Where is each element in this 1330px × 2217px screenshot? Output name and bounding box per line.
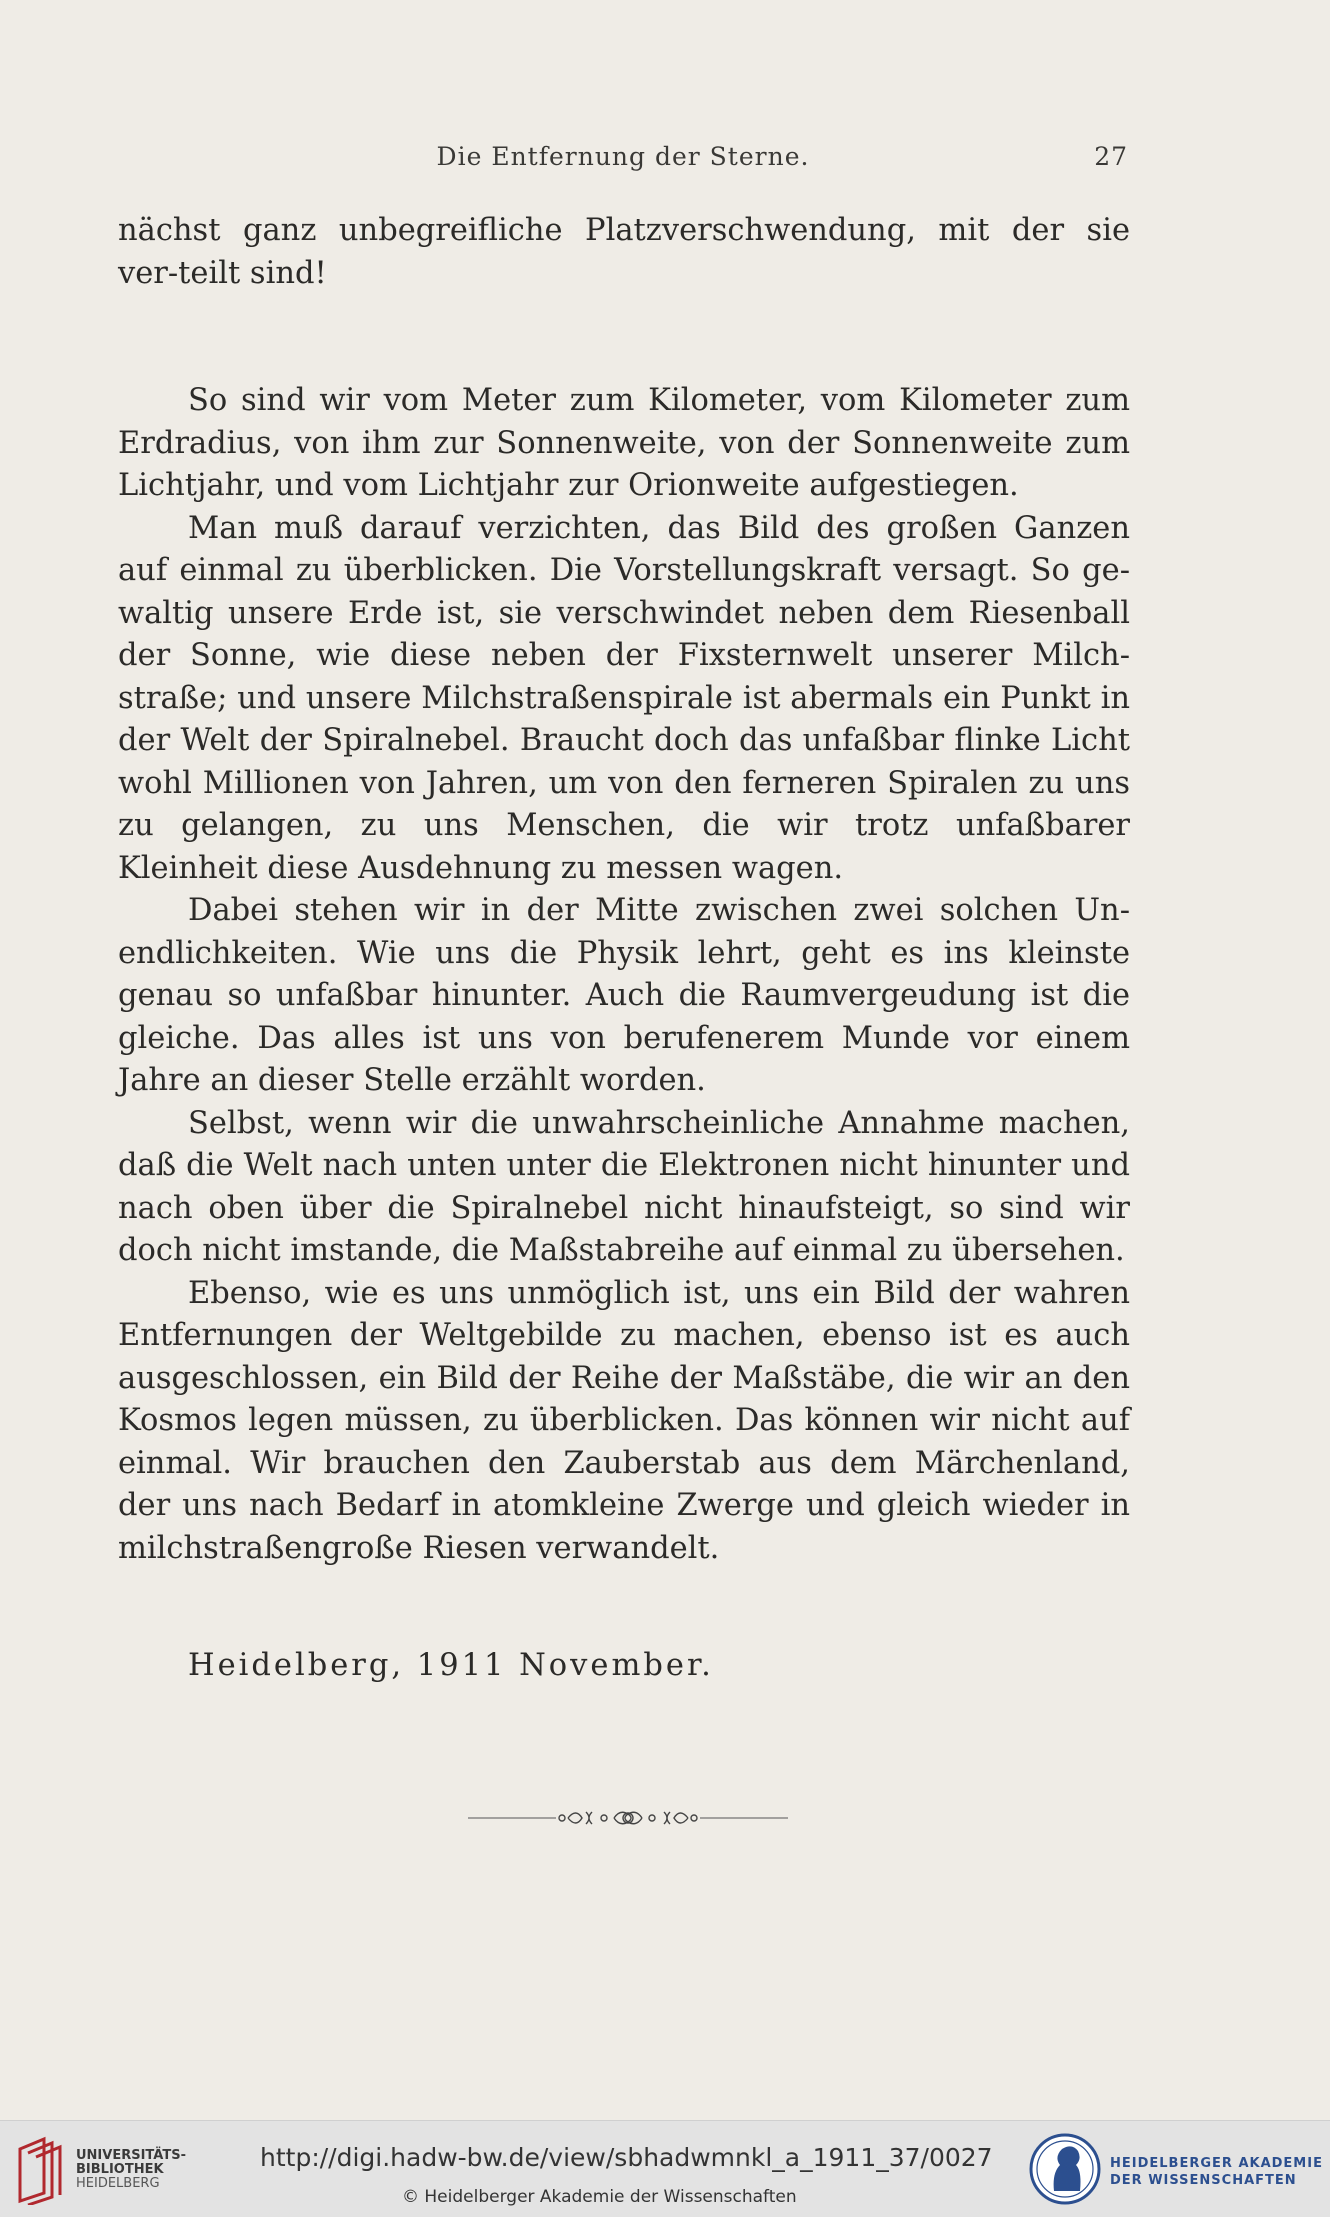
paragraph-2: Man muß darauf verzichten, das Bild des großen Ganzen auf einmal zu überblicken. Die Vorstellungskraft versagt. So gewaltig unsere Erde ist, sie verschwindet neben dem Riesenball der Sonne, wie diese neben der Fixsternwelt unserer Milchstraße; und unsere Milchstraßenspirale ist abermals ein Punkt in der Welt der Spiralnebel. Braucht doch das unfaßbar flinke Licht wohl Millionen von Jahren, um von den ferneren Spiralen zu uns zu gelangen, zu uns Menschen, die wir trotz unfaßbarer Kleinheit diese Ausdehnung zu messen wagen.: [118, 510, 1130, 886]
carryover-paragraph: nächst ganz unbegreifliche Platzverschwendung, mit der sie ver-teilt sind!: [118, 213, 1130, 291]
university-library-logo-icon: [14, 2135, 70, 2205]
carryover-text: [118, 210, 1130, 295]
paragraph-3: Dabei stehen wir in der Mitte zwischen zwei solchen Unendlichkeiten. Wie uns die Physik lehrt, geht es ins kleinste genau so unfaßbar hinunter. Auch die Raumvergeudung ist die gleiche. Das alles ist uns von berufenerem Munde vor einem Jahre an dieser Stelle erzählt worden.: [118, 893, 1130, 1098]
paragraph-1: So sind wir vom Meter zum Kilometer, vom Kilometer zum Erdradius, von ihm zur Sonnenweite, von der Sonnenweite zum Lichtjahr, und vom Lichtjahr zur Orionweite aufgestiegen.: [118, 383, 1130, 503]
copyright-notice: © Heidelberger Akademie der Wissenschaften: [402, 2187, 797, 2207]
academy-line-1: HEIDELBERGER AKADEMIE: [1110, 2156, 1323, 2171]
place-date: Heidelberg, 1911 November.: [188, 1648, 714, 1683]
footer-bar: [0, 2120, 1330, 2217]
ornament-divider: [468, 1806, 788, 1830]
library-line-1: UNIVERSITÄTS-: [76, 2148, 186, 2163]
academy-name: [1110, 2155, 1323, 2189]
main-text: [118, 380, 1130, 1570]
running-head: [118, 142, 1128, 182]
running-head-title: Die Entfernung der Sterne.: [436, 142, 810, 171]
university-library-name: [76, 2149, 186, 2191]
academy-line-2: DER WISSENSCHAFTEN: [1110, 2173, 1297, 2188]
page-number: 27: [1094, 142, 1128, 171]
paragraph-5: Ebenso, wie es uns unmöglich ist, uns ein Bild der wahren Entfernungen der Weltgebilde zu machen, ebenso ist es auch ausgeschlossen, ein Bild der Reihe der Maßstäbe, die wir an den Kosmos legen müssen, zu überblicken. Das können wir nicht auf einmal. Wir brauchen den Zauberstab aus dem Märchenland, der uns nach Bedarf in atomkleine Zwerge und gleich wieder in milchstraßengroße Riesen verwandelt.: [118, 1275, 1130, 1566]
academy-seal-icon: [1028, 2131, 1102, 2207]
permalink-url[interactable]: http://digi.hadw-bw.de/view/sbhadwmnkl_a_1911_37/0027: [260, 2143, 993, 2172]
paragraph-4: Selbst, wenn wir die unwahrscheinliche Annahme machen, daß die Welt nach unten unter die Elektronen nicht hinunter und nach oben über die Spiralnebel nicht hinaufsteigt, so sind wir doch nicht imstande, die Maßstabreihe auf einmal zu übersehen.: [118, 1105, 1130, 1268]
library-line-3: HEIDELBERG: [76, 2176, 160, 2191]
library-line-2: BIBLIOTHEK: [76, 2162, 164, 2177]
